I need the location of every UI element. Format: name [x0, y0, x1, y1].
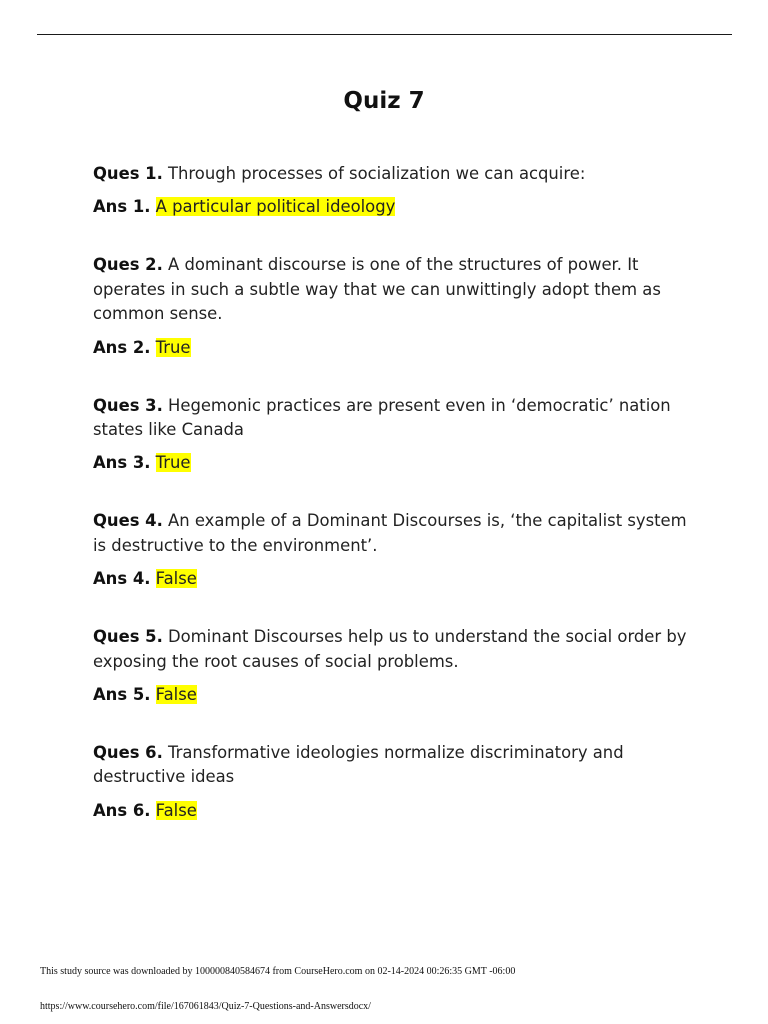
question-label: Ques 4. — [93, 511, 163, 531]
qa-item — [93, 394, 693, 476]
answer-label: Ans 4. — [93, 569, 151, 589]
answer — [93, 336, 693, 360]
question-text: Through processes of socialization we can acquire: — [168, 164, 586, 183]
answer-label: Ans 5. — [93, 685, 151, 705]
qa-item — [93, 253, 693, 359]
question-text: Dominant Discourses help us to understand the social order by exposing the root causes of social problems. — [93, 627, 687, 671]
question-label: Ques 3. — [93, 395, 163, 415]
answer-label: Ans 2. — [93, 337, 151, 357]
question — [93, 509, 693, 558]
answer-label: Ans 1. — [93, 197, 151, 217]
question-text: A dominant discourse is one of the structures of power. It operates in such a subtle way that we can unwittingly adopt them as common sense. — [93, 255, 661, 324]
answer — [93, 567, 693, 591]
qa-item — [93, 509, 693, 591]
question — [93, 253, 693, 326]
answer — [93, 799, 693, 823]
top-rule — [37, 34, 732, 35]
qa-item — [93, 162, 693, 219]
footer-url[interactable]: https://www.coursehero.com/file/167061843/Quiz-7-Questions-and-Answersdocx/ — [40, 1001, 371, 1012]
answer-text: True — [155, 337, 191, 357]
page-title: Quiz 7 — [343, 88, 425, 114]
question — [93, 741, 693, 790]
question — [93, 162, 693, 186]
question — [93, 394, 693, 443]
question-text: An example of a Dominant Discourses is, ‘the capitalist system is destructive to the environment’. — [93, 511, 687, 555]
answer — [93, 683, 693, 707]
answer-text: False — [155, 800, 197, 820]
question-label: Ques 5. — [93, 627, 163, 647]
answer-text: False — [155, 685, 197, 705]
answer-label: Ans 6. — [93, 800, 151, 820]
answer — [93, 451, 693, 475]
answer-text: False — [155, 569, 197, 589]
question-label: Ques 2. — [93, 255, 163, 275]
answer — [93, 195, 693, 219]
question-label: Ques 6. — [93, 743, 163, 763]
answer-text: True — [155, 453, 191, 473]
question-label: Ques 1. — [93, 164, 163, 183]
qa-item — [93, 741, 693, 823]
question-text: Transformative ideologies normalize discriminatory and destructive ideas — [93, 743, 624, 787]
qa-item — [93, 625, 693, 707]
qa-list — [93, 162, 693, 857]
answer-text: A particular political ideology — [155, 197, 396, 217]
footer-source-line: This study source was downloaded by 100000840584674 from CourseHero.com on 02-14-2024 00:26:35 GMT -06:00 — [40, 966, 516, 977]
answer-label: Ans 3. — [93, 453, 151, 473]
question-text: Hegemonic practices are present even in ‘democratic’ nation states like Canada — [93, 395, 671, 440]
question — [93, 625, 693, 674]
